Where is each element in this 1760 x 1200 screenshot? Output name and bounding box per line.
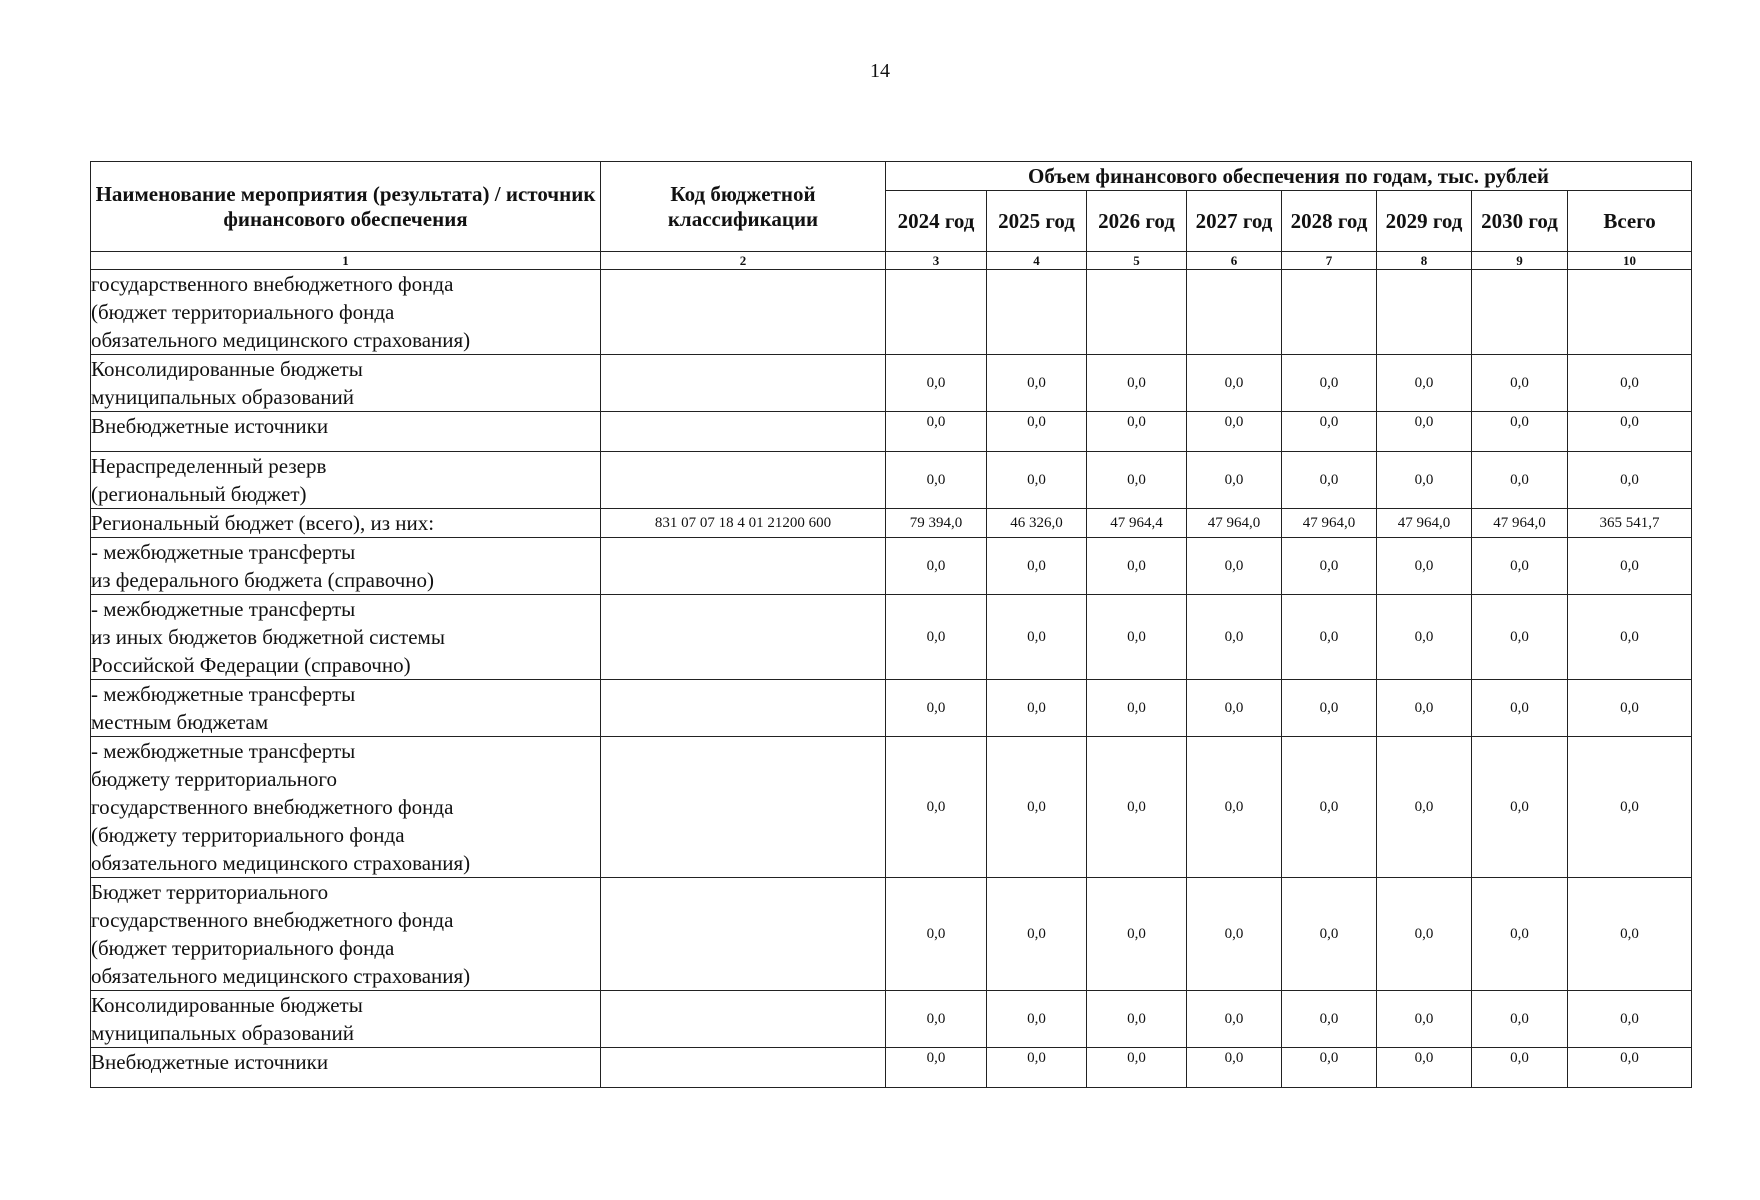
row-name: Нераспределенный резерв (региональный бюджет) [91,452,601,509]
row-year-value: 0,0 [1087,452,1187,509]
row-year-value: 0,0 [1087,991,1187,1048]
row-year-value: 0,0 [1377,595,1472,680]
row-year-value: 0,0 [1282,680,1377,737]
column-number: 4 [987,252,1087,270]
row-year-value: 0,0 [1377,878,1472,991]
row-total-value: 0,0 [1568,538,1692,595]
column-number: 1 [91,252,601,270]
row-total-value: 0,0 [1568,412,1692,452]
row-year-value: 0,0 [987,538,1087,595]
row-year-value [1472,270,1568,355]
row-budget-code: 831 07 07 18 4 01 21200 600 [601,509,886,538]
row-budget-code [601,680,886,737]
row-year-value: 0,0 [1187,538,1282,595]
row-year-value: 47 964,0 [1472,509,1568,538]
row-year-value: 0,0 [1087,737,1187,878]
row-year-value: 0,0 [886,991,987,1048]
column-number: 5 [1087,252,1187,270]
table-row [91,595,1692,680]
row-year-value: 0,0 [1282,538,1377,595]
row-year-value: 0,0 [1087,412,1187,452]
table-row [91,737,1692,878]
table-row [91,1048,1692,1088]
row-year-value: 0,0 [1187,991,1282,1048]
row-year-value: 0,0 [1377,991,1472,1048]
row-year-value: 0,0 [987,452,1087,509]
row-year-value: 0,0 [1187,595,1282,680]
table-row [91,270,1692,355]
row-year-value: 0,0 [1472,595,1568,680]
row-year-value: 47 964,0 [1377,509,1472,538]
row-year-value: 0,0 [1087,878,1187,991]
header-year: 2030 год [1472,191,1568,252]
row-name: Консолидированные бюджеты муниципальных образований [91,355,601,412]
row-year-value: 47 964,0 [1187,509,1282,538]
row-year-value [1377,270,1472,355]
row-year-value: 0,0 [1472,355,1568,412]
row-budget-code [601,595,886,680]
row-year-value: 0,0 [1087,538,1187,595]
row-name: Внебюджетные источники [91,412,601,452]
page-number: 14 [870,60,890,82]
row-year-value: 0,0 [886,452,987,509]
row-year-value: 0,0 [1282,737,1377,878]
row-total-value: 0,0 [1568,595,1692,680]
row-budget-code [601,538,886,595]
row-year-value: 0,0 [886,1048,987,1088]
row-year-value: 0,0 [1472,1048,1568,1088]
header-year: 2027 год [1187,191,1282,252]
row-year-value: 0,0 [1377,412,1472,452]
row-name: Региональный бюджет (всего), из них: [91,509,601,538]
row-year-value: 0,0 [886,412,987,452]
row-year-value: 0,0 [886,355,987,412]
row-total-value: 0,0 [1568,991,1692,1048]
row-year-value: 0,0 [1087,680,1187,737]
row-year-value: 0,0 [1187,452,1282,509]
header-total: Всего [1568,191,1692,252]
table-body [91,270,1692,1088]
table-row [91,452,1692,509]
row-year-value: 0,0 [1472,991,1568,1048]
row-budget-code [601,412,886,452]
row-year-value: 0,0 [987,878,1087,991]
row-year-value: 0,0 [1377,538,1472,595]
row-year-value [987,270,1087,355]
row-year-value: 0,0 [1472,680,1568,737]
row-budget-code [601,878,886,991]
row-year-value: 0,0 [1472,412,1568,452]
row-year-value: 0,0 [987,1048,1087,1088]
column-number: 10 [1568,252,1692,270]
row-year-value: 0,0 [1282,878,1377,991]
row-total-value [1568,270,1692,355]
row-year-value: 0,0 [1377,1048,1472,1088]
column-number: 8 [1377,252,1472,270]
row-year-value: 0,0 [987,355,1087,412]
row-year-value: 0,0 [1187,355,1282,412]
column-number: 2 [601,252,886,270]
row-name: Консолидированные бюджеты муниципальных образований [91,991,601,1048]
row-year-value: 0,0 [1187,878,1282,991]
row-year-value: 0,0 [1087,1048,1187,1088]
row-year-value: 0,0 [1187,737,1282,878]
row-year-value: 0,0 [886,538,987,595]
row-budget-code [601,991,886,1048]
row-year-value: 0,0 [1377,452,1472,509]
header-year: 2026 год [1087,191,1187,252]
row-year-value: 0,0 [987,412,1087,452]
row-name: - межбюджетные трансферты из федерального бюджета (справочно) [91,538,601,595]
row-year-value: 0,0 [987,737,1087,878]
column-number: 3 [886,252,987,270]
financing-table [90,161,1692,1088]
header-year: 2025 год [987,191,1087,252]
row-year-value: 0,0 [987,680,1087,737]
row-year-value [1087,270,1187,355]
table-row [91,355,1692,412]
row-budget-code [601,452,886,509]
row-name: Внебюджетные источники [91,1048,601,1088]
table-row [91,878,1692,991]
row-budget-code [601,270,886,355]
row-year-value: 0,0 [886,680,987,737]
row-year-value: 0,0 [1377,355,1472,412]
row-name: государственного внебюджетного фонда (бюджет территориального фонда обязательного медицинского страхования) [91,270,601,355]
row-total-value: 0,0 [1568,452,1692,509]
table-row [91,680,1692,737]
column-number: 7 [1282,252,1377,270]
row-budget-code [601,1048,886,1088]
table-row [91,991,1692,1048]
header-financing-group: Объем финансового обеспечения по годам, тыс. рублей [886,162,1692,191]
header-code-column: Код бюджетной классификации [601,162,886,252]
row-total-value: 0,0 [1568,355,1692,412]
row-year-value: 0,0 [886,737,987,878]
row-year-value [886,270,987,355]
row-year-value: 0,0 [1282,991,1377,1048]
row-total-value: 0,0 [1568,1048,1692,1088]
header-year: 2024 год [886,191,987,252]
row-budget-code [601,737,886,878]
row-total-value: 0,0 [1568,680,1692,737]
row-year-value [1187,270,1282,355]
row-year-value: 0,0 [1282,595,1377,680]
header-year: 2029 год [1377,191,1472,252]
row-year-value: 0,0 [1472,538,1568,595]
row-year-value: 0,0 [1377,737,1472,878]
row-year-value: 0,0 [1282,1048,1377,1088]
row-year-value: 0,0 [1472,878,1568,991]
row-year-value: 0,0 [1282,355,1377,412]
row-total-value: 365 541,7 [1568,509,1692,538]
row-year-value: 0,0 [1187,680,1282,737]
row-year-value: 0,0 [1282,452,1377,509]
column-number-row [91,252,1692,270]
table-row [91,538,1692,595]
row-year-value: 0,0 [987,595,1087,680]
column-number: 6 [1187,252,1282,270]
row-year-value: 0,0 [1087,355,1187,412]
header-name-column: Наименование мероприятия (результата) / источник финансового обеспечения [91,162,601,252]
row-year-value: 46 326,0 [987,509,1087,538]
row-year-value: 0,0 [886,595,987,680]
table-row [91,509,1692,538]
row-budget-code [601,355,886,412]
row-name: - межбюджетные трансферты из иных бюджетов бюджетной системы Российской Федерации (справочно) [91,595,601,680]
row-year-value: 47 964,4 [1087,509,1187,538]
row-year-value: 79 394,0 [886,509,987,538]
header-year: 2028 год [1282,191,1377,252]
row-year-value: 0,0 [1472,452,1568,509]
row-year-value: 0,0 [1472,737,1568,878]
row-name: Бюджет территориального государственного внебюджетного фонда (бюджет территориального фонда обязательного медицинского страхования) [91,878,601,991]
row-total-value: 0,0 [1568,878,1692,991]
row-year-value: 0,0 [1187,1048,1282,1088]
row-year-value: 0,0 [886,878,987,991]
row-year-value [1282,270,1377,355]
row-name: - межбюджетные трансферты местным бюджетам [91,680,601,737]
table-header [91,162,1692,270]
row-year-value: 0,0 [1187,412,1282,452]
row-year-value: 47 964,0 [1282,509,1377,538]
row-total-value: 0,0 [1568,737,1692,878]
column-number: 9 [1472,252,1568,270]
row-year-value: 0,0 [1087,595,1187,680]
row-name: - межбюджетные трансферты бюджету территориального государственного внебюджетного фонда (бюджету территориального фонда обязательного медицинского страхования) [91,737,601,878]
row-year-value: 0,0 [987,991,1087,1048]
row-year-value: 0,0 [1377,680,1472,737]
row-year-value: 0,0 [1282,412,1377,452]
table-row [91,412,1692,452]
